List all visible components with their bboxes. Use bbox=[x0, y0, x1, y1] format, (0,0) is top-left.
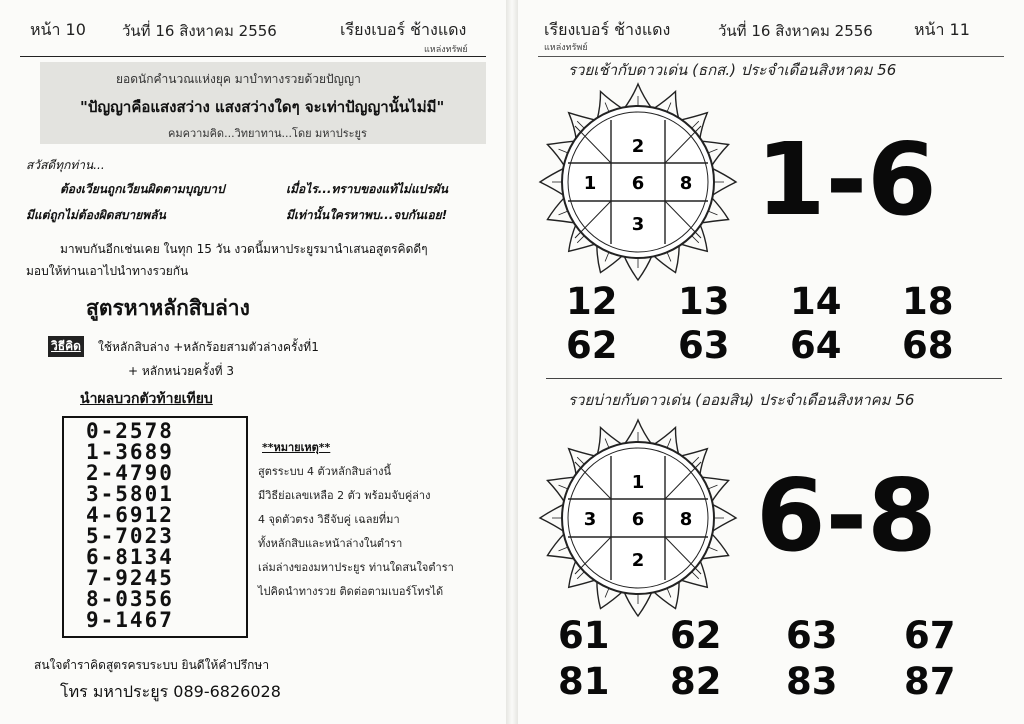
banner-quote: "ปัญญาคือแสงสว่าง แสงสว่างใดๆ จะเท่าปัญญานั้นไม่มี" bbox=[80, 98, 445, 116]
pair-number: 67 bbox=[904, 614, 956, 657]
pair-number: 62 bbox=[566, 324, 618, 367]
chart-digit-center: 6 bbox=[631, 509, 645, 530]
table-row: 2-4790 bbox=[86, 461, 174, 485]
note-heading: **หมายเหตุ** bbox=[262, 441, 331, 454]
header-rule-left bbox=[20, 56, 486, 57]
left-page bbox=[0, 0, 506, 724]
proverb-1: ต้องเวียนถูกเวียนผิดตามบุญบาป bbox=[60, 182, 225, 196]
note-line: ทั้งหลักสิบและหน้าล่างในตำรา bbox=[258, 537, 403, 550]
note-line: 4 จุดตัวตรง วิธีจับคู่ เฉลยที่มา bbox=[258, 513, 400, 526]
pair-number: 62 bbox=[670, 614, 722, 657]
issue-date-left: วันที่ 16 สิงหาคม 2556 bbox=[122, 22, 277, 40]
digit-table bbox=[62, 416, 248, 638]
table-row: 5-7023 bbox=[86, 524, 174, 548]
pair-number: 64 bbox=[790, 324, 842, 367]
brand-subtitle-left: แหล่งทรัพย์ bbox=[424, 45, 468, 55]
pair-number: 61 bbox=[558, 614, 610, 657]
note-line: สูตรระบบ 4 ตัวหลักสิบล่างนี้ bbox=[258, 465, 392, 478]
table-row: 8-0356 bbox=[86, 587, 174, 611]
pair-number: 82 bbox=[670, 660, 722, 703]
greeting: สวัสดีทุกท่าน... bbox=[26, 158, 105, 172]
chart-digit-bottom: 3 bbox=[631, 214, 645, 235]
table-row: 3-5801 bbox=[86, 482, 174, 506]
pair-number: 63 bbox=[786, 614, 838, 657]
table-row: 6-8134 bbox=[86, 545, 174, 569]
note-line: มีวิธีย่อเลขเหลือ 2 ตัว พร้อมจับคู่ล่าง bbox=[258, 489, 431, 502]
table-row: 9-1467 bbox=[86, 608, 174, 632]
header-rule-right bbox=[538, 56, 1004, 57]
pair-number: 87 bbox=[904, 660, 956, 703]
banner-byline: คมความคิด...วิทยาทาน...โดย มหาประยูร bbox=[168, 127, 367, 140]
method-label: วิธีคิด bbox=[48, 336, 84, 357]
issue-date-right: วันที่ 16 สิงหาคม 2556 bbox=[718, 22, 873, 40]
proverb-3: มีแต่ถูกไม่ต้องผิดสบายพลัน bbox=[26, 208, 166, 222]
banner-line1: ยอดนักคำนวณแห่งยุค มาบำทางรวยด้วยปัญญา bbox=[116, 72, 361, 86]
brand-subtitle-right: แหล่งทรัพย์ bbox=[544, 43, 588, 53]
table-title: นำผลบวกตัวท้ายเทียบ bbox=[80, 391, 213, 407]
table-row: 4-6912 bbox=[86, 503, 174, 527]
section-divider bbox=[546, 378, 1002, 379]
pair-number: 14 bbox=[790, 280, 842, 323]
chart-digit-left: 3 bbox=[583, 509, 597, 530]
note-line: ไปคิดนำทางรวย ติดต่อตามเบอร์โทรได้ bbox=[258, 585, 444, 598]
pair-number: 18 bbox=[902, 280, 954, 323]
method-line-1: ใช้หลักสิบล่าง +หลักร้อยสามตัวล่างครั้งที่1 bbox=[98, 340, 319, 354]
pair-number: 13 bbox=[678, 280, 730, 323]
phone-line: โทร มหาประยูร 089-6826028 bbox=[60, 682, 281, 701]
chart-digit-right: 8 bbox=[679, 173, 693, 194]
page-number-left: หน้า 10 bbox=[30, 20, 86, 39]
chart-digit-center: 6 bbox=[631, 173, 645, 194]
pair-number: 12 bbox=[566, 280, 618, 323]
brand-title-left: เรียงเบอร์ ช้างแดง bbox=[340, 20, 467, 39]
proverb-4: มีเท่านั้นใครหาพบ...จบกันเอย! bbox=[286, 208, 448, 222]
method-line-2: + หลักหน่วยครั้งที่ 3 bbox=[128, 364, 234, 378]
page-gutter bbox=[506, 0, 518, 724]
chart-digit-right: 8 bbox=[679, 509, 693, 530]
proverb-2: เมื่อไร...ทราบของแท้ไม่แปรผัน bbox=[286, 182, 448, 196]
main-pair-afternoon: 6-8 bbox=[756, 457, 937, 574]
right-page bbox=[518, 0, 1024, 724]
page-number-right: หน้า 11 bbox=[914, 20, 970, 39]
star-chart-afternoon bbox=[538, 418, 738, 618]
pair-number: 83 bbox=[786, 660, 838, 703]
main-pair-morning: 1-6 bbox=[756, 121, 937, 238]
contact-line: สนใจตำราคิดสูตรครบระบบ ยินดีให้คำปรึกษา bbox=[34, 658, 270, 672]
table-row: 1-3689 bbox=[86, 440, 174, 464]
pair-number: 68 bbox=[902, 324, 954, 367]
chart-digit-top: 2 bbox=[631, 136, 645, 157]
star-chart-morning bbox=[538, 82, 738, 282]
intro-line-2: มอบให้ท่านเอาไปนำทางรวยกัน bbox=[26, 264, 189, 278]
chart-digit-bottom: 2 bbox=[631, 550, 645, 571]
section-title-morning: รวยเช้ากับดาวเด่น (ธกส.) ประจำเดือนสิงหาคม 56 bbox=[568, 61, 897, 79]
pair-number: 81 bbox=[558, 660, 610, 703]
formula-title: สูตรหาหลักสิบล่าง bbox=[86, 296, 250, 320]
note-line: เล่มล่างของมหาประยูร ท่านใดสนใจตำรา bbox=[258, 561, 454, 574]
chart-digit-left: 1 bbox=[583, 173, 597, 194]
section-title-afternoon: รวยบ่ายกับดาวเด่น (ออมสิน) ประจำเดือนสิงหาคม 56 bbox=[568, 391, 915, 409]
table-row: 0-2578 bbox=[86, 419, 174, 443]
table-row: 7-9245 bbox=[86, 566, 174, 590]
pair-number: 63 bbox=[678, 324, 730, 367]
intro-line-1: มาพบกันอีกเช่นเคย ในทุก 15 วัน งวดนี้มหาประยูรมานำเสนอสูตรคิดดีๆ bbox=[60, 242, 428, 256]
brand-title-right: เรียงเบอร์ ช้างแดง bbox=[544, 20, 671, 39]
chart-digit-top: 1 bbox=[631, 472, 645, 493]
